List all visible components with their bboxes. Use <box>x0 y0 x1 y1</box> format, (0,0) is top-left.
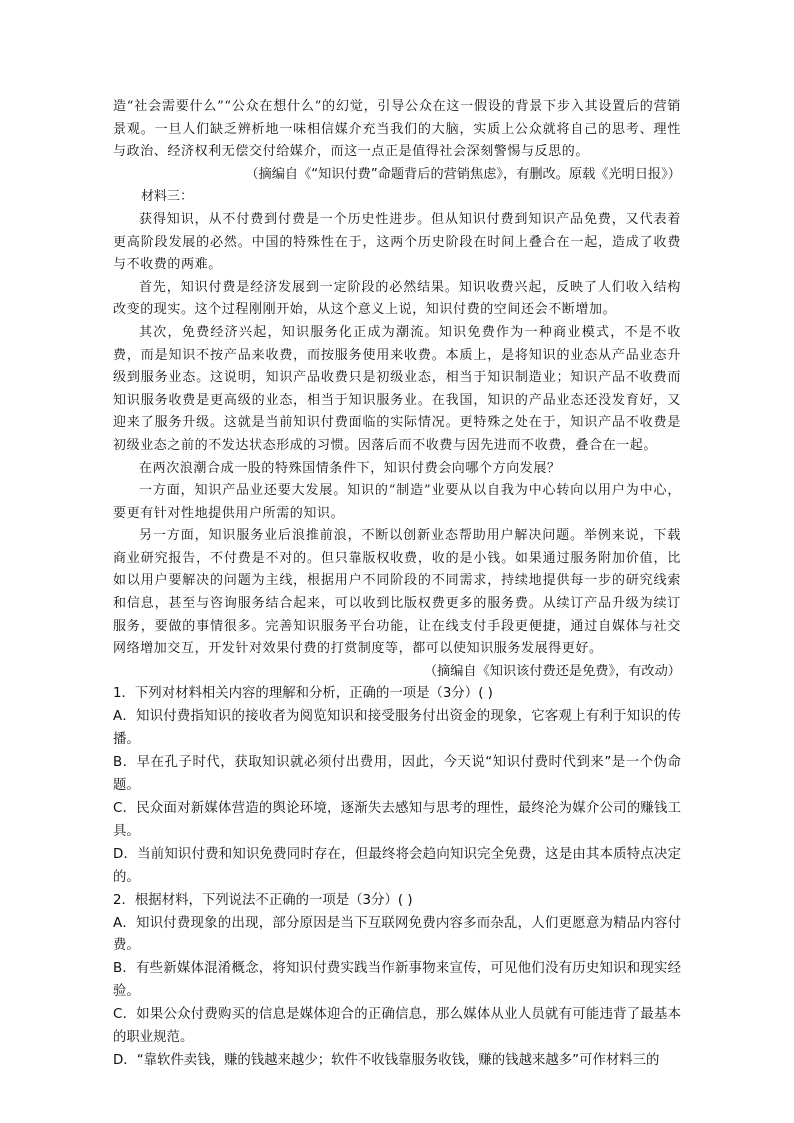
question-1-option-a: A．知识付费指知识的接收者为阅览知识和接受服务付出资金的现象，它客观上有利于知识的传播。 <box>113 709 681 748</box>
document-page <box>113 96 681 1073</box>
material3-paragraph: 其次，免费经济兴起，知识服务化正成为潮流。知识免费作为一种商业模式，不是不收费，而是知识不按产品来收费，而按服务使用来收费。本质上，是将知识的业态从产品业态升级到服务业态。这说明，知识产品收费只是初级业态，相当于知识制造业；知识产品不收费而知识服务收费是更高级的业态，相当于知识服务业。在我国，知识的产品业态还没发育好，又迎来了服务升级。这就是当前知识付费面临的实际情况。更特殊之处在于，知识产品不收费是初级业态之前的不发达状态形成的习惯。因落后而不收费与因先进而不收费，叠合在一起。 <box>113 324 681 453</box>
intro-source: （摘编自《“知识付费”命题背后的营销焦虑》，有删改。原载《光明日报》） <box>245 166 681 182</box>
material3-paragraph: 一方面，知识产品业还要大发展。知识的“制造”业要从以自我为中心转向以用户为中心，要更有针对性地提供用户所需的知识。 <box>113 483 681 521</box>
material3-paragraph: 另一方面，知识服务业后浪推前浪，不断以创新业态帮助用户解决问题。举例来说，下载商业研究报告，不付费是不对的。但只靠版权收费，收的是小钱。如果通过服务附加价值，比如以用户要解决的问题为主线，根据用户不同阶段的不同需求，持续地提供每一步的研究线索和信息，甚至与咨询服务结合起来，可以收到比版权费更多的服务费。从续订产品升级为续订服务，要做的事情很多。完善知识服务平台功能，让在线支付手段更便捷，通过自媒体与社交网络增加交互，开发针对效果付费的打赏制度等，都可以使知识服务发展得更好。 <box>113 528 681 657</box>
material3-source: （摘编自《知识该付费还是免费》，有改动） <box>423 663 681 679</box>
question-2-option-c: C．如果公众付费购买的信息是媒体迎合的正确信息，那么媒体从业人员就有可能违背了最基本的职业规范。 <box>113 1007 681 1046</box>
question-1-option-c: C．民众面对新媒体营造的舆论环境，逐渐失去感知与思考的理性，最终沦为媒介公司的赚钱工具。 <box>113 800 681 839</box>
material3-paragraph: 获得知识，从不付费到付费是一个历史性进步。但从知识付费到知识产品免费，又代表着更高阶段发展的必然。中国的特殊性在于，这两个历史阶段在时间上叠合在一起，造成了收费与不收费的两难。 <box>113 211 681 273</box>
material3-title: 材料三： <box>141 189 194 205</box>
question-2-option-d: D．“靠软件卖钱，赚的钱越来越少；软件不收钱靠服务收钱，赚的钱越来越多”可作材料三的 <box>113 1052 660 1068</box>
question-2-option-a: A．知识付费现象的出现，部分原因是当下互联网免费内容多而杂乱，人们更愿意为精品内容付费。 <box>113 915 681 954</box>
question-2-option-b: B．有些新媒体混淆概念，将知识付费实践当作新事物来宣传，可见他们没有历史知识和现实经验。 <box>113 961 681 1000</box>
question-1-option-d: D．当前知识付费和知识免费同时存在，但最终将会趋向知识完全免费，这是由其本质特点决定的。 <box>113 846 681 885</box>
question-2-stem: 2．根据材料，下列说法不正确的一项是（3分）( ) <box>113 892 413 908</box>
material3-paragraph: 在两次浪潮合成一股的特殊国情条件下，知识付费会向哪个方向发展？ <box>139 460 561 476</box>
question-1-option-b: B．早在孔子时代，获取知识就必须付出费用，因此，今天说“知识付费时代到来”是一个伪命题。 <box>113 755 681 794</box>
question-1-stem: 1．下列对材料相关内容的理解和分析，正确的一项是（3分）( ) <box>113 686 493 702</box>
intro-paragraph: 造“社会需要什么”“公众在想什么”的幻觉，引导公众在这一假设的背景下步入其设置后的营销景观。一旦人们缺乏辨析地一味相信媒介充当我们的大脑，实质上公众就将自己的思考、理性与政治、经济权利无偿交付给媒介，而这一点正是值得社会深刻警惕与反思的。 <box>113 99 681 160</box>
material3-paragraph: 首先，知识付费是经济发展到一定阶段的必然结果。知识收费兴起，反映了人们收入结构改变的现实。这个过程刚刚开始，从这个意义上说，知识付费的空间还会不断增加。 <box>113 279 681 318</box>
